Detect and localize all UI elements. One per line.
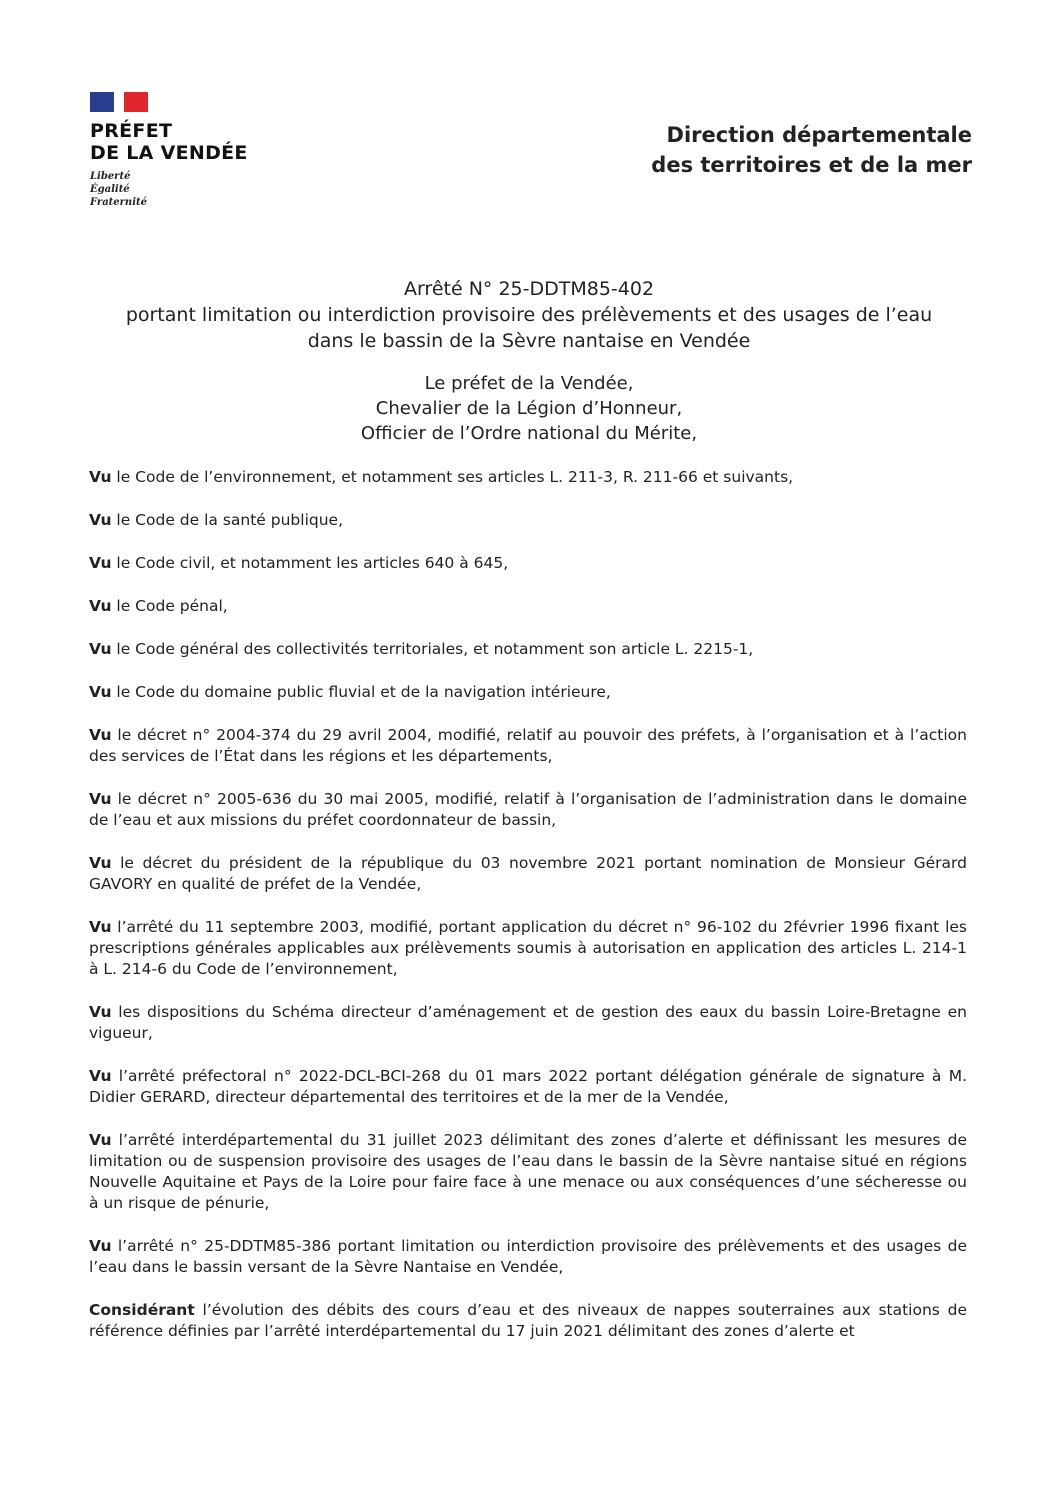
republic-motto <box>90 170 300 209</box>
decree-body <box>89 467 967 1364</box>
prefect-preamble <box>80 371 978 446</box>
visa-paragraph <box>89 789 967 831</box>
paragraph-text: le décret n° 2004-374 du 29 avril 2004, modifié, relatif au pouvoir des préfets, à l’organisation et à l’action des services de l’État dans les régions et les départements, <box>89 726 967 765</box>
decree-subject-line-2: dans le bassin de la Sèvre nantaise en Vendée <box>307 330 751 352</box>
visa-paragraph <box>89 682 967 703</box>
decree-number: Arrêté N° 25-DDTM85-402 <box>403 278 655 300</box>
paragraph-text: le Code de la santé publique, <box>111 511 344 529</box>
motto-egalite: Égalité <box>90 184 130 195</box>
paragraph-lead: Vu <box>89 597 112 615</box>
paragraph-lead: Vu <box>89 1131 112 1149</box>
paragraph-lead: Vu <box>89 683 112 701</box>
prefet-line-1: PRÉFET <box>90 120 173 142</box>
paragraph-text: le décret du président de la république du 03 novembre 2021 portant nomination de Monsieur Gérard GAVORY en qualité de préfet de la Vendée, <box>89 854 967 893</box>
visa-paragraph <box>89 639 967 660</box>
paragraph-lead: Vu <box>89 640 112 658</box>
visa-paragraph <box>89 725 967 767</box>
paragraph-lead: Vu <box>89 726 112 744</box>
prefecture-logo <box>90 92 300 209</box>
visa-paragraph <box>89 853 967 895</box>
paragraph-text: le Code du domaine public fluvial et de la navigation intérieure, <box>111 683 611 701</box>
paragraph-lead: Vu <box>89 854 112 872</box>
preamble-line-1: Le préfet de la Vendée, <box>424 373 634 394</box>
paragraph-text: l’évolution des débits des cours d’eau et des niveaux de nappes souterraines aux stations de référence définies par l’arrêté interdépartemental du 17 juin 2021 délimitant des zones d’alerte et <box>89 1301 967 1340</box>
direction-line-2: des territoires et de la mer <box>651 153 972 177</box>
visa-paragraph <box>89 1236 967 1278</box>
french-flag-icon <box>90 92 148 112</box>
direction-line-1: Direction départementale <box>666 123 972 147</box>
visa-paragraph <box>89 596 967 617</box>
decree-title <box>80 276 978 354</box>
motto-fraternite: Fraternité <box>90 197 147 208</box>
paragraph-text: le Code pénal, <box>111 597 228 615</box>
paragraph-lead: Vu <box>89 918 112 936</box>
paragraph-text: le Code de l’environnement, et notamment ses articles L. 211-3, R. 211-66 et suivants, <box>111 468 794 486</box>
paragraph-text: l’arrêté interdépartemental du 31 juillet 2023 délimitant des zones d’alerte et définissant les mesures de limitation ou de suspension provisoire des usages de l’eau dans le bassin de la Sèvre nantaise situé en régions Nouvelle Aquitaine et Pays de la Loire pour faire face à une menace ou aux conséquences d’une sécheresse ou à un risque de pénurie, <box>89 1131 967 1212</box>
paragraph-text: l’arrêté préfectoral n° 2022-DCL-BCI-268 du 01 mars 2022 portant délégation générale de signature à M. Didier GERARD, directeur départemental des territoires et de la mer de la Vendée, <box>89 1067 967 1106</box>
visa-paragraph <box>89 553 967 574</box>
visa-paragraph <box>89 1130 967 1214</box>
paragraph-lead: Vu <box>89 790 112 808</box>
paragraph-text: le Code général des collectivités territoriales, et notamment son article L. 2215-1, <box>111 640 754 658</box>
visa-paragraph <box>89 467 967 488</box>
decree-subject-line-1: portant limitation ou interdiction provisoire des prélèvements et des usages de l’eau <box>125 304 933 326</box>
paragraph-text: le Code civil, et notamment les articles 640 à 645, <box>111 554 509 572</box>
paragraph-lead: Vu <box>89 468 112 486</box>
prefet-line-2: DE LA VENDÉE <box>90 142 248 164</box>
motto-liberte: Liberté <box>90 171 131 182</box>
paragraph-lead: Vu <box>89 554 112 572</box>
preamble-line-3: Officier de l’Ordre national du Mérite, <box>360 423 698 444</box>
visa-paragraph <box>89 510 967 531</box>
paragraph-text: l’arrêté du 11 septembre 2003, modifié, portant application du décret n° 96-102 du 2février 1996 fixant les prescriptions générales applicables aux prélèvements soumis à autorisation en application des articles L. 214-1 à L. 214-6 du Code de l’environnement, <box>89 918 967 978</box>
paragraph-text: le décret n° 2005-636 du 30 mai 2005, modifié, relatif à l’organisation de l’administration dans le domaine de l’eau et aux missions du préfet coordonnateur de bassin, <box>89 790 967 829</box>
prefet-title <box>90 120 300 164</box>
paragraph-lead: Vu <box>89 1067 112 1085</box>
paragraph-text: les dispositions du Schéma directeur d’aménagement et de gestion des eaux du bassin Loire-Bretagne en vigueur, <box>89 1003 967 1042</box>
preamble-line-2: Chevalier de la Légion d’Honneur, <box>375 398 683 419</box>
paragraph-lead: Vu <box>89 1237 112 1255</box>
visa-paragraph <box>89 1066 967 1108</box>
paragraph-text: l’arrêté n° 25-DDTM85-386 portant limitation ou interdiction provisoire des prélèvements et des usages de l’eau dans le bassin versant de la Sèvre Nantaise en Vendée, <box>89 1237 967 1276</box>
paragraph-lead: Vu <box>89 1003 112 1021</box>
visa-paragraph <box>89 1300 967 1342</box>
paragraph-lead: Vu <box>89 511 112 529</box>
paragraph-lead: Considérant <box>89 1301 195 1319</box>
visa-paragraph <box>89 1002 967 1044</box>
direction-heading <box>651 120 972 180</box>
visa-paragraph <box>89 917 967 980</box>
